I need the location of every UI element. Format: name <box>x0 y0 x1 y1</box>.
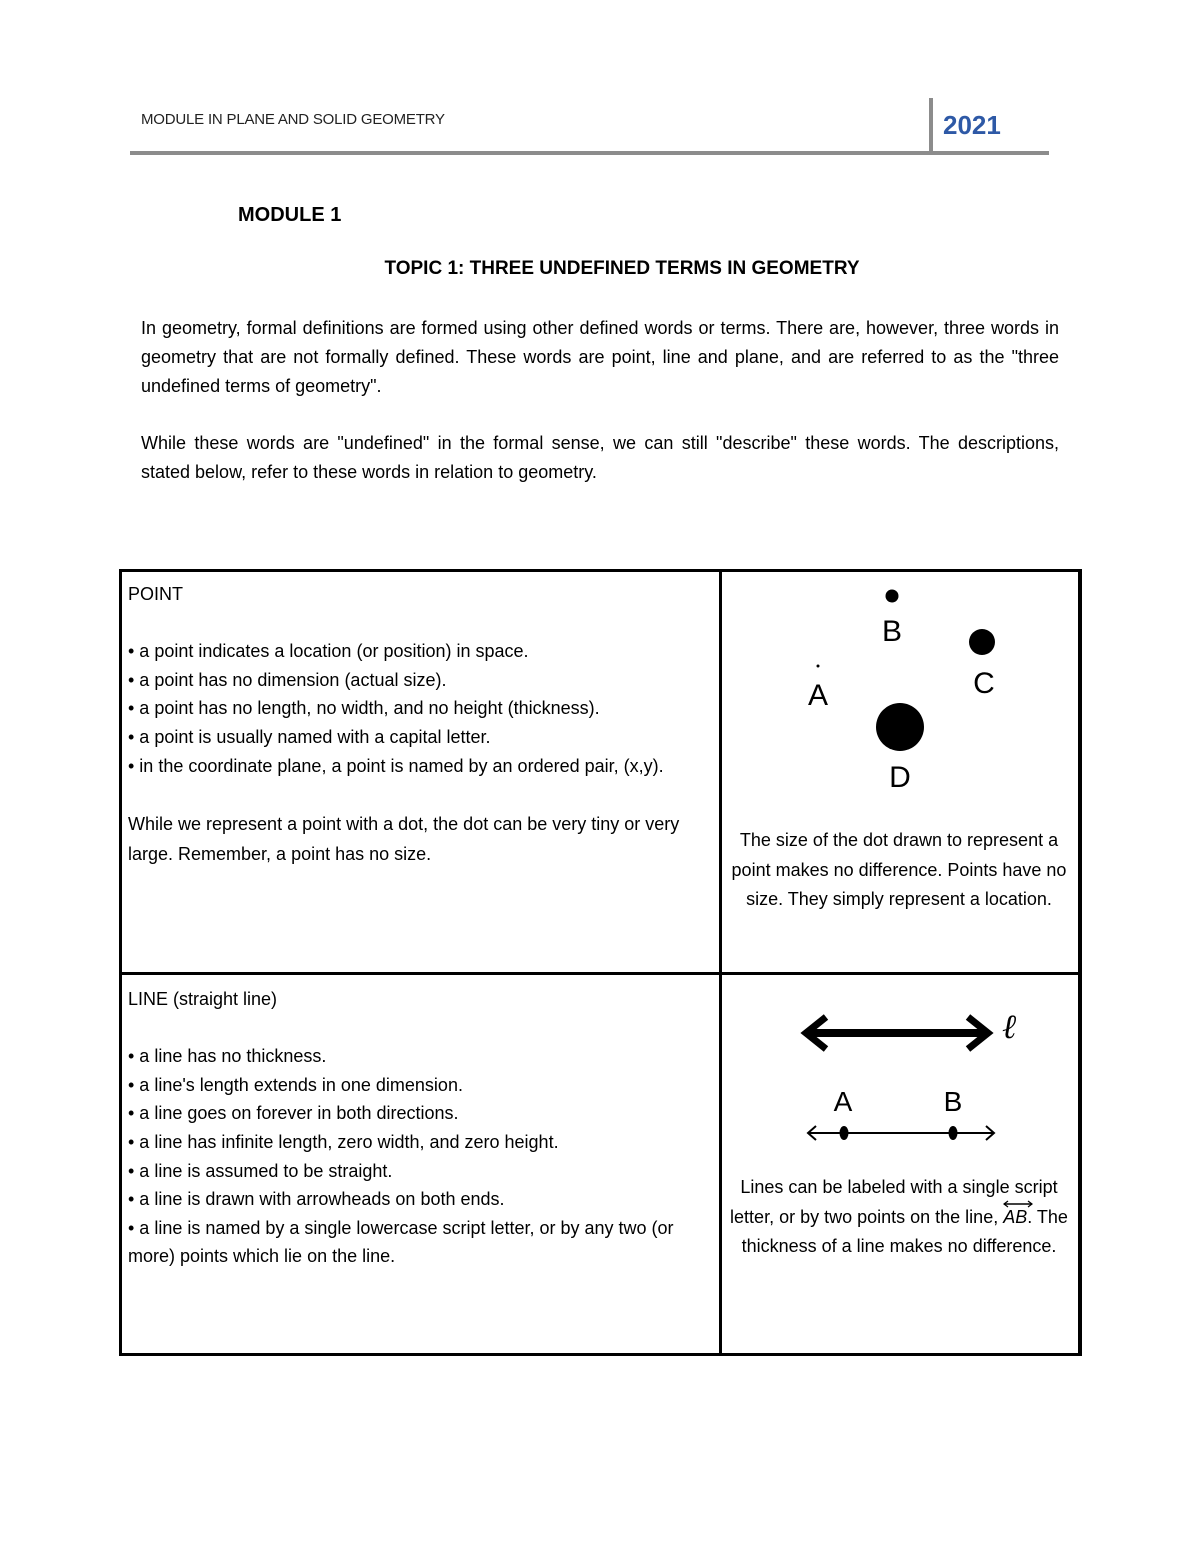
double-arrow-icon <box>1003 1200 1033 1208</box>
point-bullet: • a point has no length, no width, and no height (thickness). <box>128 698 600 719</box>
point-a-label: A <box>807 679 829 712</box>
description-paragraph: While these words are "undefined" in the formal sense, we can still "describe" these words. The descriptions, stated below, refer to these words in relation to geometry. <box>141 433 1059 482</box>
line-ab-symbol <box>1003 1203 1027 1233</box>
point-caption: The size of the dot drawn to represent a point makes no difference. Points have no size. They simply represent a location. <box>731 830 1067 909</box>
lines-figure <box>722 990 1078 1160</box>
point-a-dot <box>817 665 820 668</box>
line-bullet: • a line is assumed to be straight. <box>128 1160 393 1181</box>
point-bullet: • a point is usually named with a capital letter. <box>128 726 491 747</box>
line-point-a-label: A <box>833 1086 853 1117</box>
point-c-dot <box>969 629 995 655</box>
line-bullet: • a line has no thickness. <box>128 1046 327 1067</box>
point-d-label: D <box>889 761 911 794</box>
point-note: While we represent a point with a dot, the dot can be very tiny or very large. Remember, a point has no size. <box>128 813 680 864</box>
table-row-divider <box>119 972 1081 975</box>
line-bullet: • a line's length extends in one dimension. <box>128 1074 463 1095</box>
points-figure <box>722 572 1078 802</box>
point-bullet: • in the coordinate plane, a point is named by an ordered pair, (x,y). <box>128 755 664 776</box>
line-heading: LINE (straight line) <box>128 989 278 1009</box>
intro-paragraph: In geometry, formal definitions are formed using other defined words or terms. There are, however, three words in geometry that are not formally defined. These words are point, line and plane, and are referred to as the "three undefined terms of geometry". <box>141 318 1059 396</box>
line-description-cell <box>128 985 716 1271</box>
point-b-label: B <box>881 615 903 648</box>
thick-line-l <box>806 1017 988 1049</box>
line-bullet: • a line goes on forever in both directions. <box>128 1103 459 1124</box>
point-bullet: • a point has no dimension (actual size). <box>128 669 447 690</box>
line-caption <box>724 1173 1074 1262</box>
script-letter-label: ℓ <box>1002 1007 1017 1047</box>
header-rule <box>130 151 1049 155</box>
point-description-cell <box>128 580 716 869</box>
point-d-dot <box>876 703 924 751</box>
line-bullet: • a line is drawn with arrowheads on both ends. <box>128 1189 505 1210</box>
header-title: MODULE IN PLANE AND SOLID GEOMETRY <box>141 111 445 128</box>
line-caption-text: Lines can be labeled with a single script letter, or by two points on the line, <box>730 1177 1058 1227</box>
point-bullet: • a point indicates a location (or position) in space. <box>128 641 529 662</box>
line-point-b-label: B <box>943 1086 963 1117</box>
line-bullet: • a line has infinite length, zero width, and zero height. <box>128 1131 559 1152</box>
line-caption-text-end: . The thickness of a line makes no difference. <box>741 1206 1068 1256</box>
header-year: 2021 <box>943 110 1001 140</box>
topic-title: TOPIC 1: THREE UNDEFINED TERMS IN GEOMETRY <box>384 258 860 279</box>
module-title: MODULE 1 <box>238 204 342 226</box>
line-bullet: • a line is named by a single lowercase script letter, or by any two (or more) points which lie on the line. <box>128 1217 674 1267</box>
point-heading: POINT <box>128 584 184 604</box>
point-c-label: C <box>973 667 995 700</box>
line-ab <box>808 1126 994 1140</box>
header-divider <box>929 98 933 154</box>
point-b-dot <box>886 590 899 603</box>
line-ab-symbol-text: AB <box>1003 1206 1028 1227</box>
